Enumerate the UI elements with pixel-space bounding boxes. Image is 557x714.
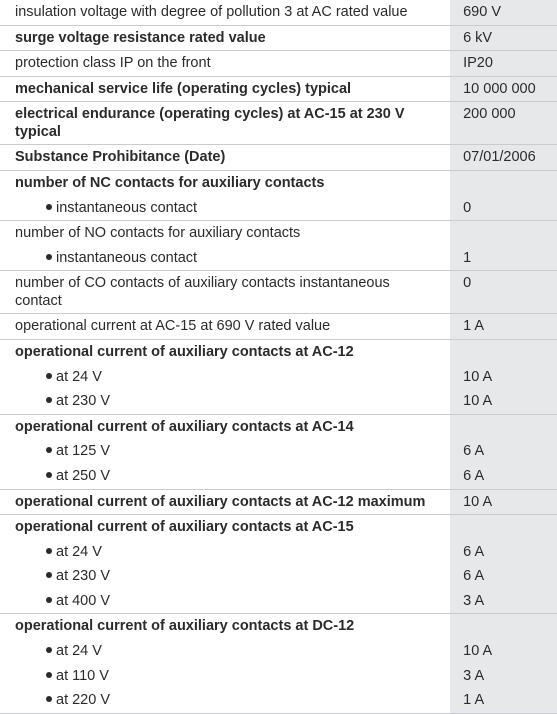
- spec-value-blank: [450, 614, 557, 639]
- spec-value: 1 A: [450, 688, 557, 713]
- spec-label: insulation voltage with degree of pollution 3 at AC rated value: [15, 4, 408, 20]
- spec-value: 6 A: [450, 439, 557, 464]
- spec-sublabel-text: at 24 V: [56, 543, 102, 560]
- spec-sublabel: [0, 564, 444, 589]
- spec-label: surge voltage resistance rated value: [15, 29, 266, 46]
- spec-label: operational current of auxiliary contacts at AC-14: [15, 418, 354, 435]
- spec-value: 3 A: [450, 664, 557, 689]
- spec-row: [0, 145, 557, 171]
- bullet-icon: [46, 397, 52, 403]
- spec-row: [0, 171, 557, 221]
- spec-value: 3 A: [450, 589, 557, 614]
- bullet-icon: [46, 572, 52, 578]
- spec-row: [0, 26, 557, 52]
- spec-sublabel: [0, 389, 444, 414]
- spec-sublabel-text: instantaneous contact: [56, 249, 198, 266]
- spec-sublabel: [0, 639, 444, 664]
- spec-label: number of NO contacts for auxiliary contacts: [15, 225, 301, 242]
- spec-sublabel-text: at 220 V: [56, 692, 111, 709]
- spec-value: 10 A: [450, 365, 557, 390]
- spec-row: [0, 102, 557, 145]
- spec-sublabel-text: at 24 V: [56, 643, 102, 660]
- spec-value-blank: [450, 171, 557, 196]
- spec-row: [0, 614, 557, 713]
- spec-value: 10 A: [450, 490, 557, 515]
- spec-row: [0, 271, 557, 314]
- spec-sublabel-text: at 125 V: [56, 443, 111, 460]
- spec-label: operational current of auxiliary contacts at DC-12: [15, 618, 355, 635]
- spec-row: [0, 415, 557, 490]
- bullet-icon: [46, 254, 52, 260]
- spec-sublabel: [0, 196, 444, 221]
- spec-label: mechanical service life (operating cycles) typical: [15, 80, 352, 97]
- spec-value: 07/01/2006: [450, 145, 557, 170]
- spec-sublabel: [0, 365, 444, 390]
- spec-value-blank: [450, 415, 557, 440]
- spec-row: [0, 0, 557, 26]
- spec-label: operational current of auxiliary contacts at AC-12 maximum: [15, 493, 426, 510]
- spec-label: number of NC contacts for auxiliary contacts: [15, 174, 325, 191]
- spec-value: 10 A: [450, 389, 557, 414]
- spec-sublabel: [0, 589, 444, 614]
- spec-row: [0, 340, 557, 415]
- spec-sublabel-text: instantaneous contact: [56, 199, 198, 216]
- spec-label: operational current of auxiliary contacts at AC-15: [15, 519, 354, 536]
- spec-sublabel: [0, 464, 444, 489]
- spec-sublabel: [0, 540, 444, 565]
- spec-sublabel: [0, 439, 444, 464]
- spec-value: 200 000: [450, 102, 557, 144]
- spec-sublabel: [0, 246, 444, 271]
- bullet-icon: [46, 597, 52, 603]
- spec-value: 6 A: [450, 464, 557, 489]
- spec-value-blank: [450, 340, 557, 365]
- spec-sublabel-text: at 250 V: [56, 467, 111, 484]
- spec-value: 1 A: [450, 314, 557, 339]
- bullet-icon: [46, 472, 52, 478]
- spec-row: [0, 51, 557, 77]
- spec-value: 0: [450, 271, 557, 313]
- spec-sublabel-text: at 230 V: [56, 568, 111, 585]
- spec-label: protection class IP on the front: [15, 55, 211, 72]
- spec-value: 6 A: [450, 564, 557, 589]
- bullet-icon: [46, 447, 52, 453]
- spec-value: 690 V: [450, 0, 557, 25]
- spec-row: [0, 77, 557, 103]
- spec-label: operational current at AC-15 at 690 V rated value: [15, 318, 331, 335]
- spec-row: [0, 314, 557, 340]
- spec-sublabel-text: at 230 V: [56, 393, 111, 410]
- bullet-icon: [46, 696, 52, 702]
- bullet-icon: [46, 647, 52, 653]
- spec-row: [0, 515, 557, 614]
- spec-row: [0, 221, 557, 271]
- bullet-icon: [46, 672, 52, 678]
- spec-sublabel-text: at 110 V: [56, 667, 109, 684]
- bullet-icon: [46, 548, 52, 554]
- spec-sublabel: [0, 664, 444, 689]
- spec-row: [0, 490, 557, 516]
- bullet-icon: [46, 373, 52, 379]
- spec-label: operational current of auxiliary contacts at AC-12: [15, 343, 354, 360]
- spec-sublabel-text: at 400 V: [56, 592, 111, 609]
- spec-value-blank: [450, 515, 557, 540]
- bullet-icon: [46, 204, 52, 210]
- spec-value: 0: [450, 196, 557, 221]
- spec-label: number of CO contacts of auxiliary contacts instantaneous contact: [15, 275, 390, 310]
- spec-value: 10 000 000: [450, 77, 557, 102]
- spec-value: 6 A: [450, 540, 557, 565]
- spec-sublabel-text: at 24 V: [56, 368, 102, 385]
- spec-value: IP20: [450, 51, 557, 76]
- spec-value: 10 A: [450, 639, 557, 664]
- spec-label: Substance Prohibitance (Date): [15, 149, 226, 166]
- spec-value-blank: [450, 221, 557, 246]
- spec-value: 6 kV: [450, 26, 557, 51]
- spec-value: 1: [450, 246, 557, 271]
- spec-label: electrical endurance (operating cycles) at AC-15 at 230 V typical: [15, 106, 405, 141]
- spec-sublabel: [0, 688, 444, 713]
